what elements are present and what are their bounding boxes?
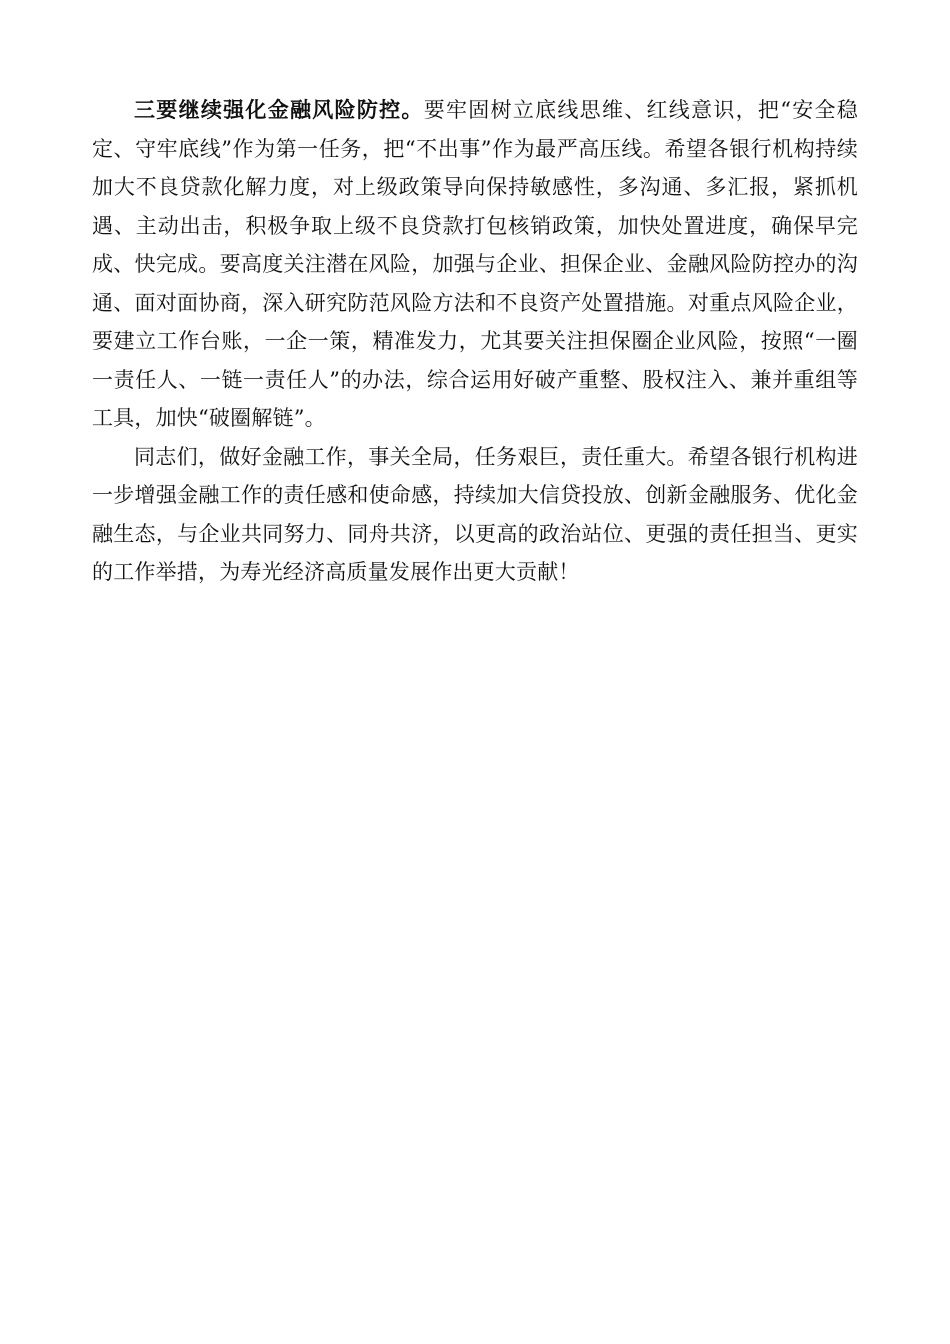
document-body xyxy=(92,91,858,592)
paragraph-risk-control xyxy=(92,91,858,438)
paragraph-closing xyxy=(92,438,858,592)
paragraph-text: 同志们，做好金融工作，事关全局，任务艰巨，责任重大。希望各银行机构进一步增强金融工作的责任感和使命感，持续加大信贷投放、创新金融服务、优化金融生态，与企业共同努力、同舟共济，以更高的政治站位、更强的责任担当、更实的工作举措，为寿光经济高质量发展作出更大贡献！ xyxy=(92,444,858,584)
paragraph-lead-heading: 三要继续强化金融风险防控。 xyxy=(134,97,424,122)
paragraph-text: 要牢固树立底线思维、红线意识，把“安全稳定、守牢底线”作为第一任务，把“不出事”作为最严高压线。希望各银行机构持续加大不良贷款化解力度，对上级政策导向保持敏感性，多沟通、多汇报，紧抓机遇、主动出击，积极争取上级不良贷款打包核销政策，加快处置进度，确保早完成、快完成。要高度关注潜在风险，加强与企业、担保企业、金融风险防控办的沟通、面对面协商，深入研究防范风险方法和不良资产处置措施。对重点风险企业，要建立工作台账，一企一策，精准发力，尤其要关注担保圈企业风险，按照“一圈一责任人、一链一责任人”的办法，综合运用好破产重整、股权注入、兼并重组等工具，加快“破圈解链”。 xyxy=(92,98,858,430)
